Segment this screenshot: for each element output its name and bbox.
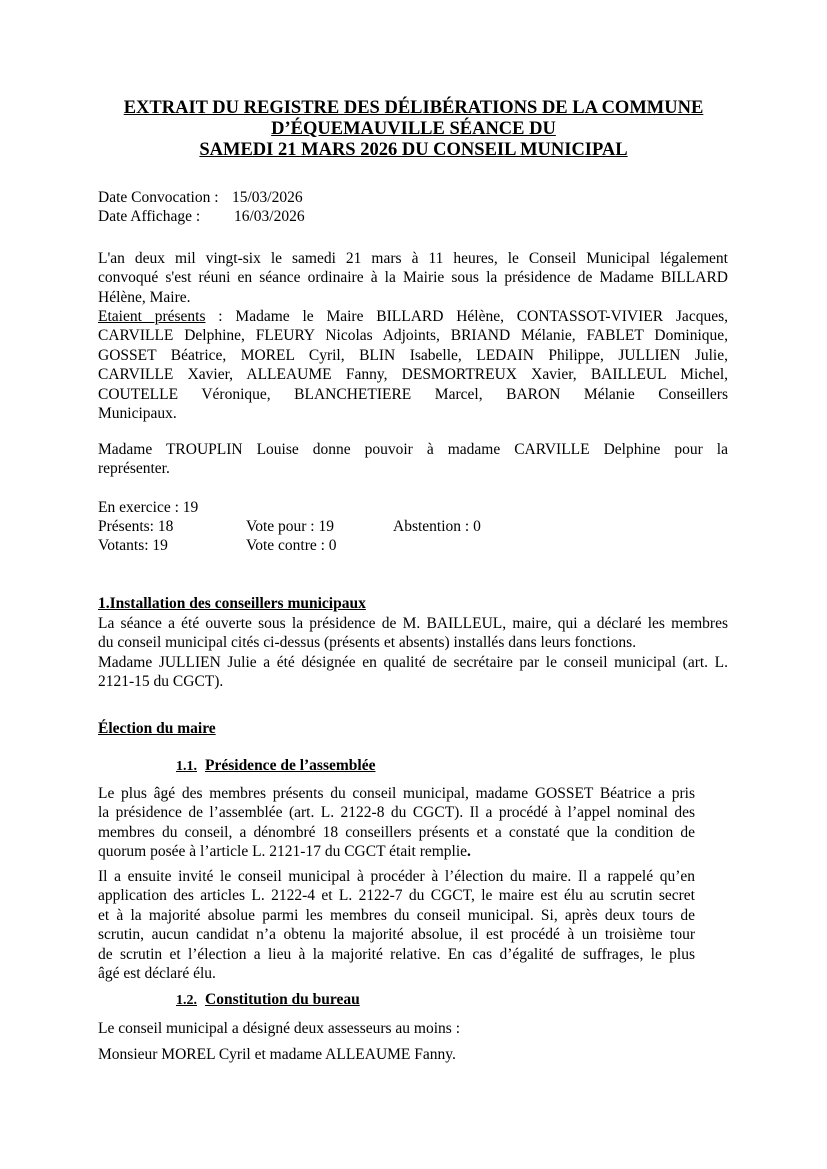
presents-line-1-rest: : Madame le Maire BILLARD Hélène, CONTASSOT-VIVIER Jacques, bbox=[205, 308, 728, 325]
section-1-line-1: La séance a été ouverte sous la présidence de M. BAILLEUL, maire, qui a déclaré les membres bbox=[98, 615, 728, 632]
document-title bbox=[60, 98, 767, 161]
presents-label: Etaient présents bbox=[98, 308, 206, 325]
pouvoir-line-1: Madame TROUPLIN Louise donne pouvoir à madame CARVILLE Delphine pour la bbox=[98, 441, 728, 458]
election-rules-paragraph bbox=[98, 867, 695, 983]
intro-line-3: Hélène, Maire. bbox=[98, 288, 191, 306]
count-abstention: Abstention : 0 bbox=[393, 518, 481, 535]
presents-line-5: COUTELLE Véronique, BLANCHETIERE Marcel, BARON Mélanie Conseillers bbox=[98, 385, 728, 403]
count-row-3 bbox=[98, 536, 728, 556]
subsection-1-2-number: 1.2. bbox=[176, 993, 197, 1008]
section-1-line-2: du conseil municipal cités ci-dessus (présents et absents) installés dans leurs fonctions. bbox=[98, 634, 637, 652]
count-presents: Présents: 18 bbox=[98, 518, 174, 535]
presents-line-1 bbox=[98, 307, 728, 326]
election-rules-line-2: application des articles L. 2122-4 et L. 2122-7 du CGCT, le maire est élu au scrutin secret bbox=[98, 887, 695, 905]
election-rules-line-1: Il a ensuite invité le conseil municipal à procéder à l’élection du maire. Il a rappelé qu’en bbox=[98, 868, 695, 885]
presidence-line-4-period: . bbox=[467, 843, 471, 861]
presents-line-3: GOSSET Béatrice, MOREL Cyril, BLIN Isabelle, LEDAIN Philippe, JULLIEN Julie, bbox=[98, 346, 728, 364]
presents-line-6: Municipaux. bbox=[98, 405, 177, 423]
subsection-1-2-label: Constitution du bureau bbox=[205, 991, 360, 1008]
presents-line-2: CARVILLE Delphine, FLEURY Nicolas Adjoints, BRIAND Mélanie, FABLET Dominique, bbox=[98, 327, 728, 345]
presidence-line-4-text: quorum posée à l’article L. 2121-17 du CGCT était remplie bbox=[98, 843, 468, 861]
date-affichage bbox=[98, 207, 728, 227]
presents-line-4: CARVILLE Xavier, ALLEAUME Fanny, DESMORTREUX Xavier, BAILLEUL Michel, bbox=[98, 366, 728, 384]
subsection-1-1-label: Présidence de l’assemblée bbox=[205, 757, 376, 774]
section-1-heading: 1.Installation des conseillers municipaux bbox=[98, 595, 366, 612]
count-vote-pour: Vote pour : 19 bbox=[246, 518, 334, 535]
affichage-value: 16/03/2026 bbox=[234, 208, 305, 225]
intro-line-2: convoqué s'est réuni en séance ordinaire à la Mairie sous la présidence de Madame BILLARD bbox=[98, 269, 728, 287]
bureau-line-2: Monsieur MOREL Cyril et madame ALLEAUME Fanny. bbox=[98, 1046, 456, 1063]
title-line-1: EXTRAIT DU REGISTRE DES DÉLIBÉRATIONS DE LA COMMUNE bbox=[123, 98, 704, 118]
election-rules-line-5: de scrutin et l’élection a lieu à la majorité relative. En cas d’égalité de suffrages, le plus bbox=[98, 945, 695, 963]
election-rules-line-4: scrutin, aucun candidat n’a obtenu la majorité absolue, il est procédé à un troisième tour bbox=[98, 926, 695, 944]
date-convocation bbox=[98, 188, 728, 208]
count-exercice: En exercice : 19 bbox=[98, 499, 199, 516]
presidence-paragraph bbox=[98, 784, 695, 862]
presidence-line-2: la présidence de l’assemblée (art. L. 2122-8 du CGCT). Il a procédé à l’appel nominal des bbox=[98, 804, 695, 822]
presidence-line-3: membres du conseil, a dénombré 18 conseillers présents et a constaté que la condition de bbox=[98, 823, 695, 841]
subsection-1-1-number: 1.1. bbox=[176, 759, 197, 774]
subsection-1-1-heading bbox=[176, 757, 375, 775]
count-vote-contre: Vote contre : 0 bbox=[246, 537, 337, 554]
election-rules-line-6: âgé est déclaré élu. bbox=[98, 965, 216, 983]
convocation-value: 15/03/2026 bbox=[232, 189, 303, 206]
election-rules-line-3: et à la majorité absolue parmi les membres du conseil municipal. Si, après deux tours de bbox=[98, 906, 695, 924]
section-1-line-4: 2121-15 du CGCT). bbox=[98, 673, 224, 691]
section-1-line-3: Madame JULLIEN Julie a été désignée en qualité de secrétaire par le conseil municipal (art. L. bbox=[98, 653, 728, 671]
intro-paragraph bbox=[98, 249, 728, 307]
affichage-label: Date Affichage : bbox=[98, 208, 201, 225]
bureau-line-1: Le conseil municipal a désigné deux assesseurs au moins : bbox=[98, 1020, 461, 1037]
intro-line-1: L'an deux mil vingt-six le samedi 21 mars à 11 heures, le Conseil Municipal légalement bbox=[98, 250, 728, 267]
presidence-line-4 bbox=[98, 842, 695, 861]
pouvoir-paragraph bbox=[98, 440, 728, 479]
pouvoir-line-2: représenter. bbox=[98, 460, 170, 478]
count-row-2 bbox=[98, 517, 728, 537]
presents-paragraph bbox=[98, 307, 728, 423]
convocation-label: Date Convocation : bbox=[98, 189, 219, 206]
subsection-1-2-heading bbox=[176, 991, 360, 1009]
count-row-1 bbox=[98, 498, 728, 518]
election-heading: Élection du maire bbox=[98, 720, 216, 737]
title-line-2: D’ÉQUEMAUVILLE SÉANCE DU bbox=[271, 119, 556, 139]
presidence-line-1: Le plus âgé des membres présents du conseil municipal, madame GOSSET Béatrice a pris bbox=[98, 785, 695, 802]
count-votants: Votants: 19 bbox=[98, 537, 168, 554]
section-1-paragraph bbox=[98, 614, 728, 692]
title-line-3: SAMEDI 21 MARS 2026 DU CONSEIL MUNICIPAL bbox=[199, 140, 628, 160]
